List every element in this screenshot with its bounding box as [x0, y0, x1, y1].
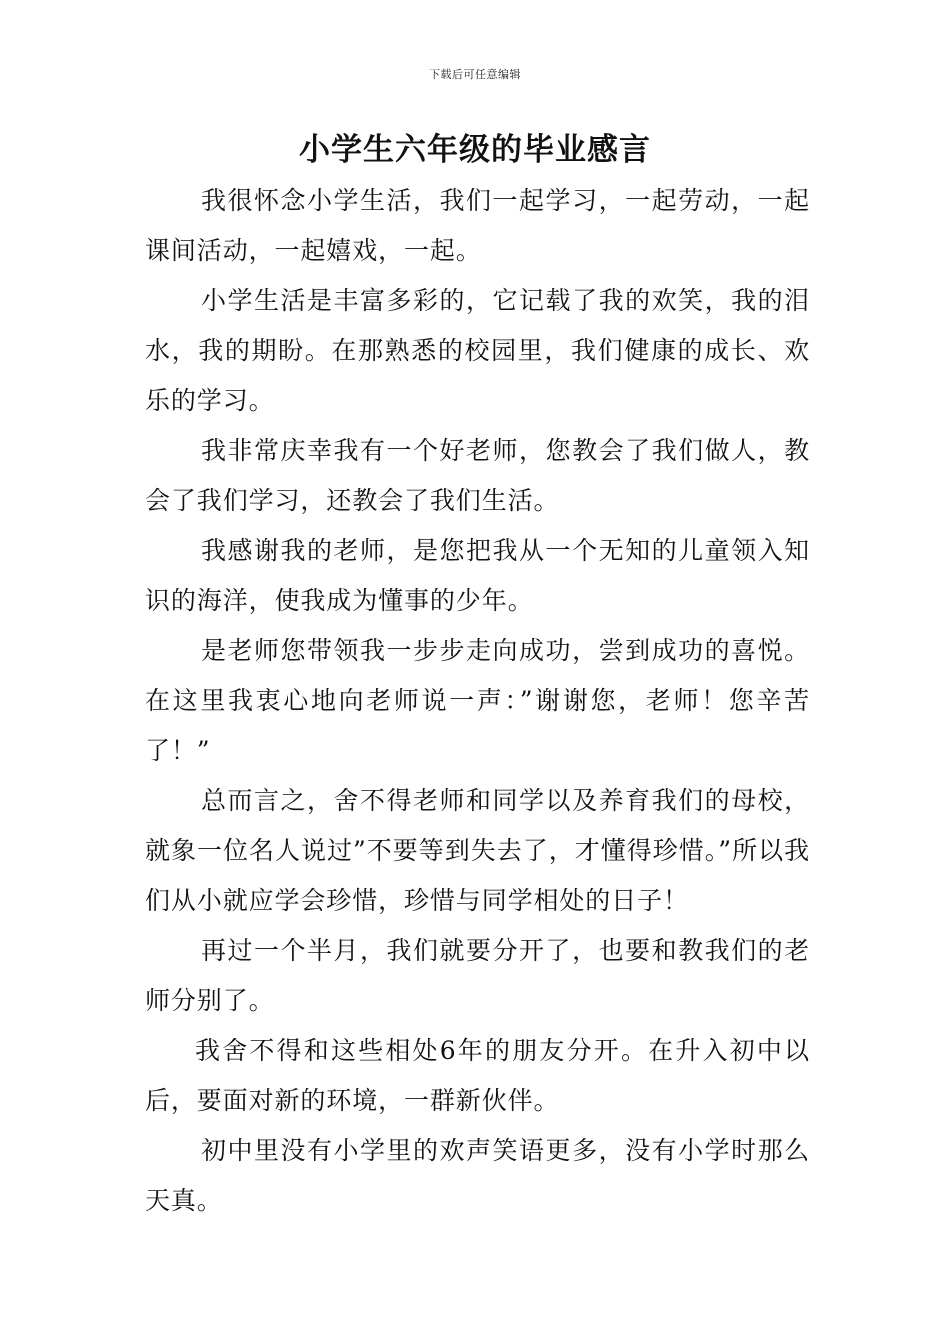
document-title: 小学生六年级的毕业感言 [299, 132, 651, 168]
document-body [145, 176, 810, 1226]
paragraph-3: 我非常庆幸我有一个好老师，您教会了我们做人，教会了我们学习，还教会了我们生活。 [145, 436, 810, 515]
paragraph-7: 再过一个半月，我们就要分开了，也要和教我们的老师分别了。 [145, 936, 810, 1015]
paragraph-9: 初中里没有小学里的欢声笑语更多，没有小学时那么天真。 [145, 1136, 810, 1215]
header-note: 下载后可任意编辑 [429, 68, 521, 81]
paragraph-5: 是老师您带领我一步步走向成功，尝到成功的喜悦。在这里我衷心地向老师说一声：”谢谢您，老师！您辛苦了！” [145, 636, 810, 765]
paragraph-2: 小学生活是丰富多彩的，它记载了我的欢笑，我的泪水，我的期盼。在那熟悉的校园里，我们健康的成长、欢乐的学习。 [145, 286, 810, 415]
paragraph-1: 我很怀念小学生活，我们一起学习，一起劳动，一起课间活动，一起嬉戏，一起。 [145, 186, 810, 265]
paragraph-4: 我感谢我的老师，是您把我从一个无知的儿童领入知识的海洋，使我成为懂事的少年。 [145, 536, 810, 615]
paragraph-6: 总而言之，舍不得老师和同学以及养育我们的母校，就象一位名人说过”不要等到失去了，才懂得珍惜。”所以我们从小就应学会珍惜，珍惜与同学相处的日子！ [145, 786, 810, 915]
paragraph-8: 我舍不得和这些相处6年的朋友分开。在升入初中以后，要面对新的环境，一群新伙伴。 [145, 1036, 810, 1115]
